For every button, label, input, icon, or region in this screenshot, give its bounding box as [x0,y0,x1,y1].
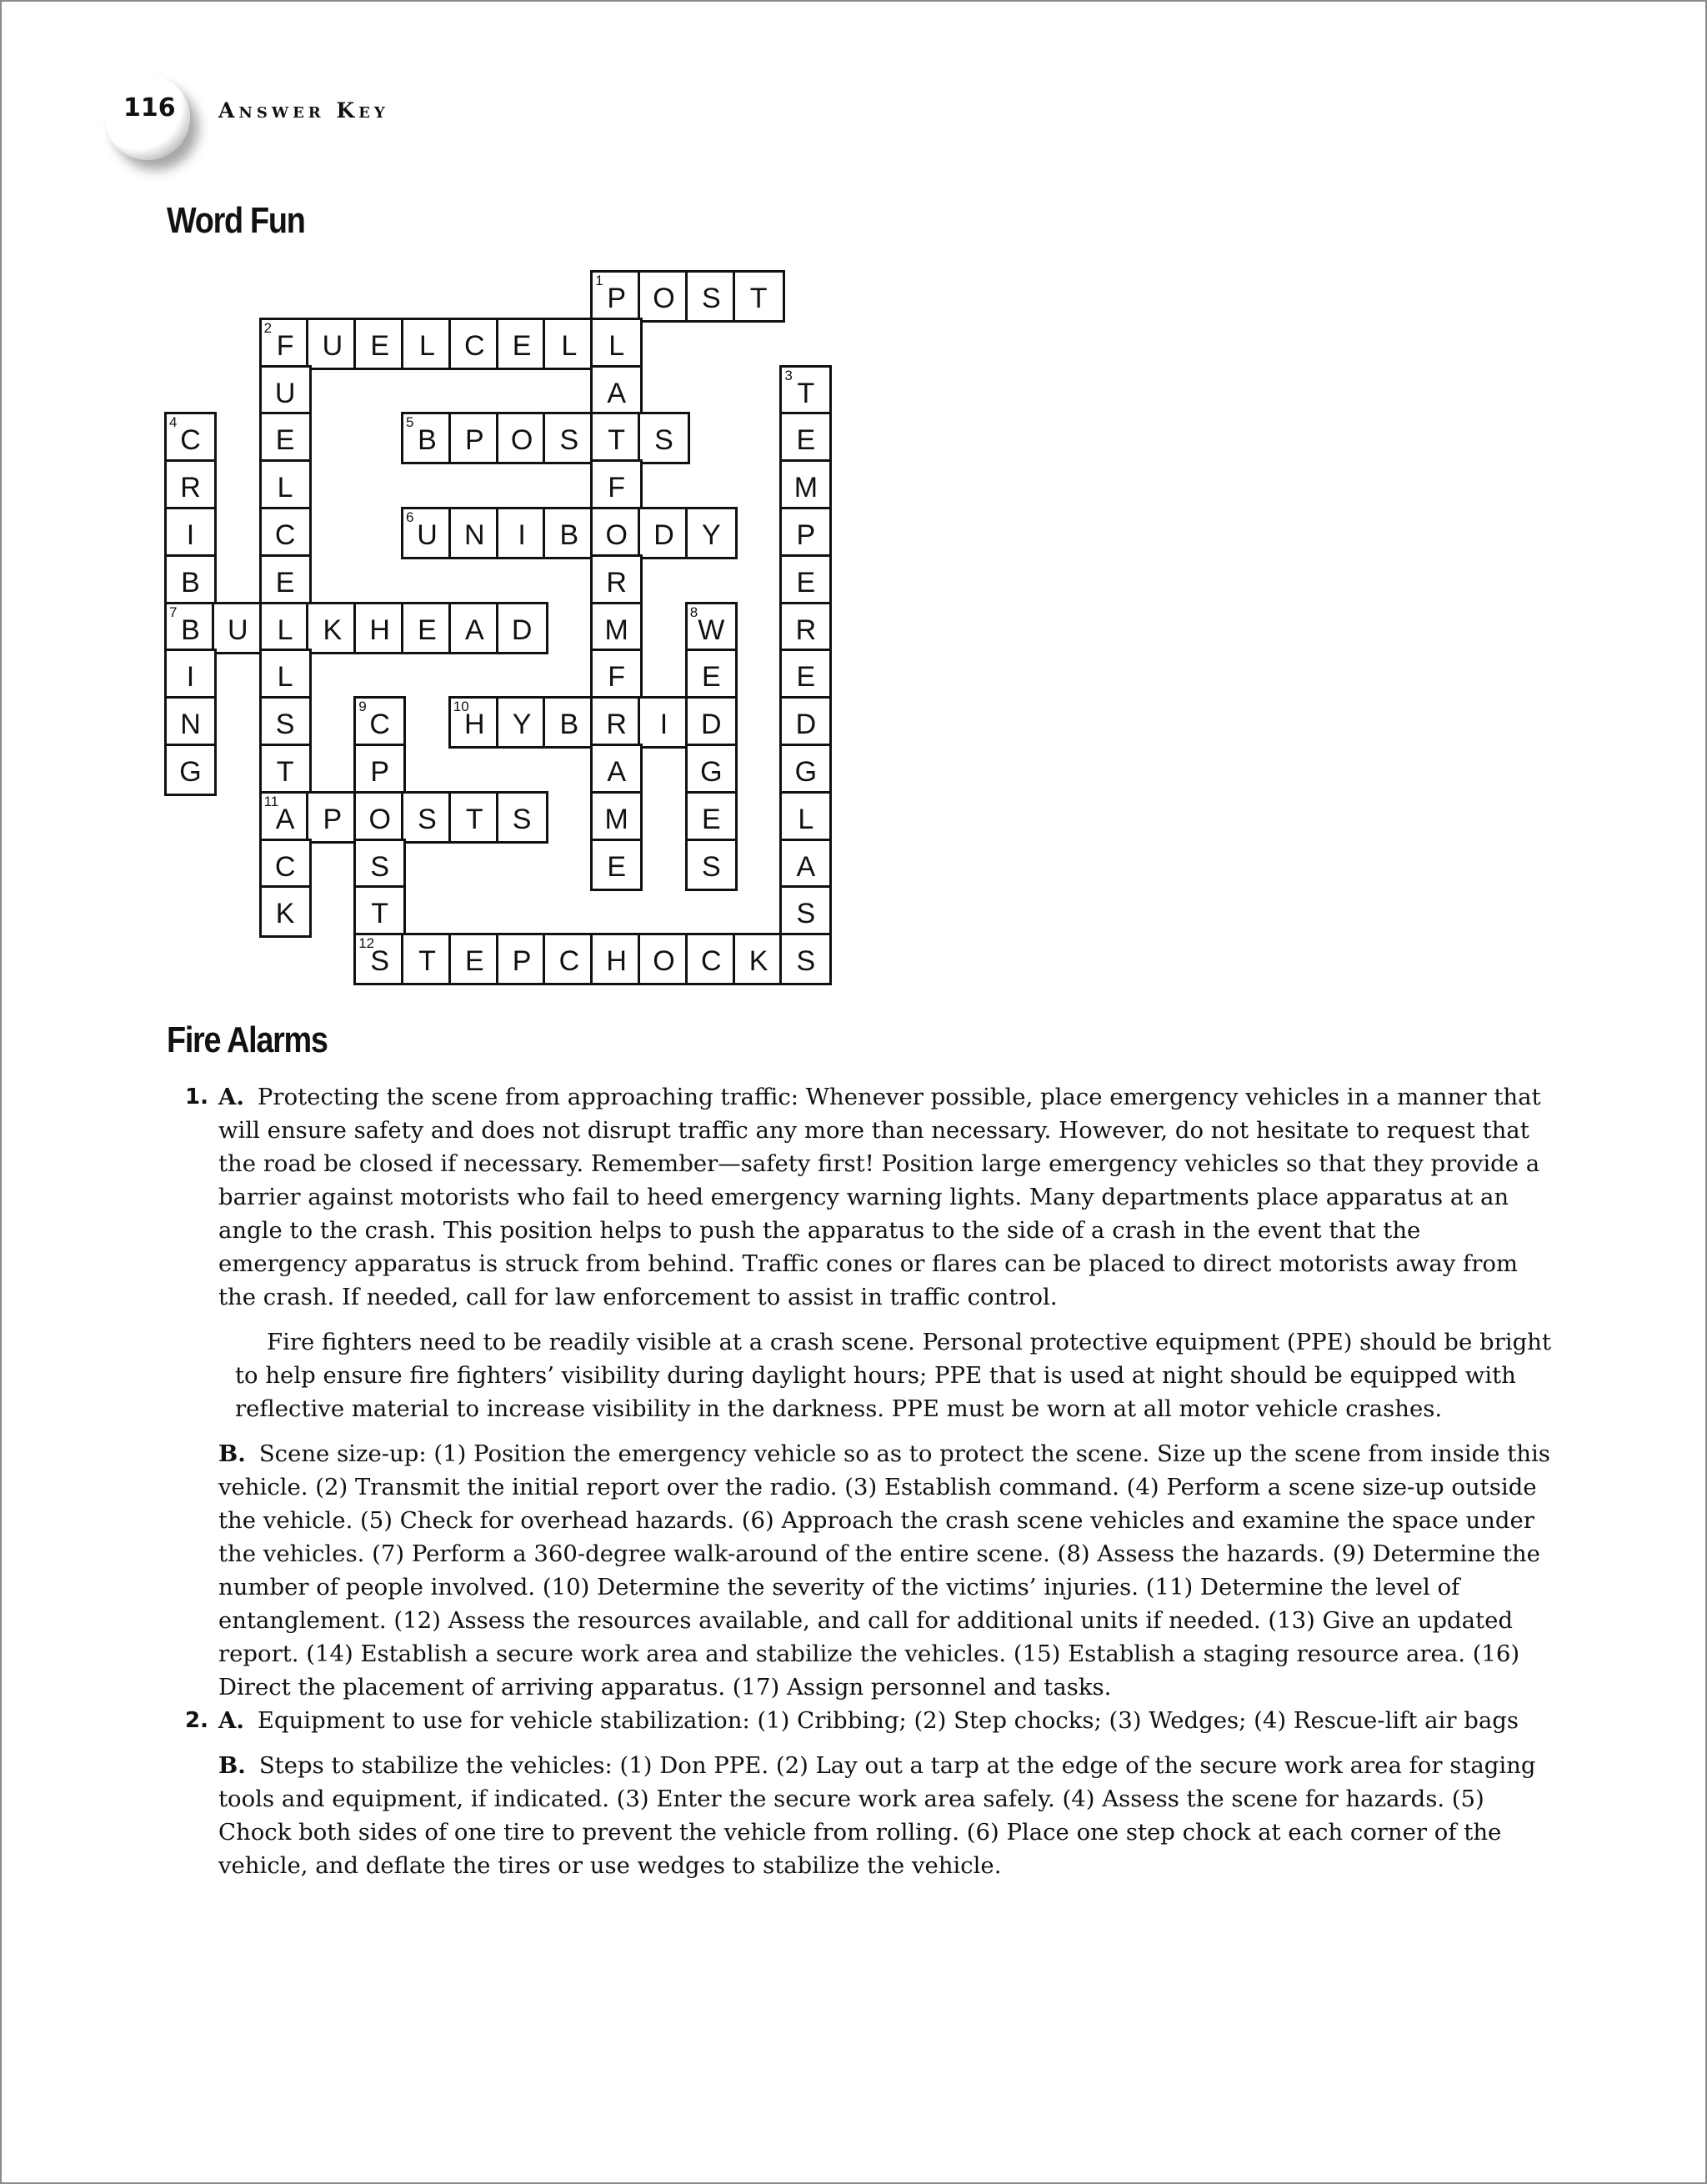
crossword-cell [448,507,501,559]
cell-letter: S [559,424,579,457]
cell-letter: F [276,329,294,362]
crossword-cell [779,696,832,749]
cell-letter: S [512,803,532,835]
answer-part-label: B. [218,1752,246,1779]
crossword-cell [590,839,643,891]
crossword-cell [212,602,264,654]
cell-letter: G [179,756,202,788]
crossword-cell [448,696,501,749]
cell-letter: K [275,898,295,930]
answer-part-label: A. [218,1084,244,1110]
crossword-cell [401,933,453,985]
cell-letter: T [749,283,768,314]
crossword-cell [164,649,217,701]
cell-letter: R [606,566,627,599]
cell-letter: T [797,377,815,409]
crossword-cell [164,554,217,607]
cell-letter: L [608,329,625,362]
answer-text: Steps to stabilize the vehicles: (1) Don PPE. (2) Lay out a tarp at the edge of the secure work area for staging tools and equipment, if indicated. (3) Enter the secure work area safely. (4) Assess the scene for hazards. (5) Chock both sides of one tire to prevent the vehicle from rolling. (6) Place one step chock at each corner of the vehicle, and deflate the tires or use wedges to stabilize the vehicle. [218,1752,1536,1879]
clue-number: 9 [358,699,367,715]
cell-letter: H [464,709,485,741]
cell-letter: N [180,709,201,741]
crossword-grid [167,273,833,986]
crossword-cell [306,602,358,654]
clue-number: 8 [689,604,698,620]
cell-letter: B [559,519,579,551]
answer-paragraph [218,1749,1552,1882]
crossword-cell [496,696,548,749]
cell-letter: T [276,756,294,788]
answer-item-1 [185,1080,1552,1704]
crossword-cell [638,933,690,985]
answer-item-2 [185,1704,1552,1882]
crossword-cell [590,696,643,749]
crossword-cell [779,839,832,891]
cell-letter: C [274,850,296,883]
cell-letter: O [510,424,533,457]
crossword-cell [448,933,501,985]
cell-letter: B [559,709,579,741]
crossword-cell [401,412,453,464]
cell-letter: N [464,519,485,551]
crossword-cell [164,744,217,796]
answer-text: Equipment to use for vehicle stabilization: (1) Cribbing; (2) Step chocks; (3) Wedges; (4) Rescue-lift air bags [257,1707,1519,1734]
cell-letter: U [228,614,248,646]
clue-number: 5 [406,414,414,431]
crossword-cell [543,696,595,749]
crossword-cell [306,791,358,844]
clue-number: 1 [595,273,603,288]
clue-number: 4 [169,414,178,431]
crossword-cell [401,791,453,844]
clue-number: 6 [406,509,414,525]
clue-number: 11 [263,793,279,809]
crossword-cell [496,507,548,559]
cell-letter: B [181,614,200,646]
answer-paragraph [218,1437,1552,1704]
cell-letter: O [653,945,675,978]
crossword-cell [259,507,312,559]
crossword-cell [590,507,643,559]
cell-letter: I [186,661,195,694]
crossword-cell [496,791,548,844]
crossword-cell [590,602,643,654]
crossword-cell [733,933,785,985]
crossword-cell [779,412,832,464]
cell-letter: S [701,850,721,883]
crossword-cell [259,885,312,938]
clue-number: 2 [263,319,273,336]
crossword-cell [779,365,832,418]
cell-letter: G [794,756,818,788]
crossword-cell [638,507,690,559]
cell-letter: P [323,803,343,835]
crossword-cell [259,365,312,418]
cell-letter: O [653,283,675,314]
cell-letter: D [701,709,722,741]
cell-letter: E [464,945,484,978]
cell-letter: T [371,898,389,930]
crossword-cell [353,696,406,749]
cell-letter: S [654,424,673,457]
crossword-cell [448,791,501,844]
crossword-cell [779,554,832,607]
crossword-cell [259,602,312,654]
cell-letter: M [604,803,628,835]
cell-letter: F [608,472,626,504]
cell-letter: R [180,472,201,504]
crossword-cell [590,412,643,464]
crossword-cell [496,602,548,654]
crossword-cell [590,270,643,323]
crossword-cell [259,744,312,796]
crossword-cell [401,602,453,654]
crossword-cell [164,459,217,512]
section-title-fire-alarms: Fire Alarms [167,1019,328,1060]
cell-letter: M [604,614,628,646]
crossword-cell [353,791,406,844]
cell-letter: D [795,709,817,741]
crossword-cell [164,412,217,464]
fire-alarms-answers [185,1080,1552,1882]
cell-letter: E [796,424,816,457]
page-number: 116 [123,93,176,123]
cell-letter: Y [512,709,532,741]
crossword-cell [259,839,312,891]
crossword-cell [401,507,453,559]
cell-letter: E [607,850,627,883]
crossword-cell [685,602,738,654]
cell-letter: R [795,614,817,646]
cell-letter: D [511,614,533,646]
question-number: 2. [185,1708,208,1733]
cell-letter: K [323,614,343,646]
cell-letter: O [605,519,628,551]
crossword-cell [685,649,738,701]
cell-letter: L [277,472,293,504]
crossword-cell [259,412,312,464]
cell-letter: D [653,519,674,551]
cell-letter: U [417,519,438,551]
crossword-cell [543,933,595,985]
cell-letter: T [418,945,436,978]
cell-letter: C [464,329,485,362]
crossword-cell [638,696,690,749]
crossword-cell [353,602,406,654]
cell-letter: C [701,945,722,978]
cell-letter: G [700,756,723,788]
cell-letter: L [419,329,435,362]
cell-letter: P [464,424,484,457]
crossword-cell [496,412,548,464]
cell-letter: C [558,945,580,978]
clue-number: 7 [169,604,178,620]
cell-letter: M [793,472,818,504]
cell-letter: I [659,709,668,741]
crossword-cell [259,459,312,512]
crossword-cell [779,744,832,796]
crossword-cell [733,270,785,323]
crossword-cell [259,554,312,607]
cell-letter: Y [701,519,721,551]
cell-letter: H [369,614,390,646]
crossword-cell [353,744,406,796]
crossword-cell [685,270,738,323]
cell-letter: O [368,803,391,835]
clue-number: 3 [784,367,793,383]
cell-letter: S [701,283,721,314]
cell-letter: P [796,519,816,551]
cell-letter: S [370,945,390,978]
cell-letter: E [370,329,390,362]
crossword-cell [164,507,217,559]
cell-letter: I [186,519,195,551]
crossword-cell [353,318,406,370]
crossword-cell [590,459,643,512]
cell-letter: E [418,614,437,646]
crossword-cell [543,412,595,464]
cell-letter: I [518,519,526,551]
crossword-cell [496,933,548,985]
running-head: Answer Key [218,98,389,123]
crossword-cell [543,318,595,370]
cell-letter: S [796,898,816,930]
section-title-word-fun: Word Fun [167,200,305,241]
cell-letter: A [464,614,484,646]
crossword-cell [259,649,312,701]
crossword-cell [353,885,406,938]
answer-paragraph [218,1704,1552,1737]
cell-letter: E [275,424,295,457]
crossword-cell [543,507,595,559]
cell-letter: S [370,850,390,883]
cell-letter: S [275,709,295,741]
answer-text: Scene size-up: (1) Position the emergency vehicle so as to protect the scene. Size up the scene from inside this vehicle. (2) Transmit the initial report over the radio. (3) Establish command. (4) Perform a scene size-up outside the vehicle. (5) Check for overhead hazards. (6) Approach the crash scene vehicles and examine the space under the vehicles. (7) Perform a 360-degree walk-around of the entire scene. (8) Assess the hazards. (9) Determine the number of people involved. (10) Determine the severity of the victims’ injuries. (11) Determine the level of entanglement. (12) Assess the resources available, and call for additional units if needed. (13) Give an updated report. (14) Establish a secure work area and stabilize the vehicles. (15) Establish a staging resource area. (16) Direct the placement of arriving apparatus. (17) Assign personnel and tasks. [218,1440,1550,1701]
cell-letter: B [181,566,200,599]
cell-letter: L [798,803,814,835]
answer-part-label: A. [218,1707,244,1734]
crossword-cell [779,885,832,938]
cell-letter: P [512,945,532,978]
cell-letter: E [796,661,816,694]
answer-paragraph: Fire fighters need to be readily visible at a crash scene. Personal protective equipment (PPE) should be bright to help ensure fire fighters’ visibility during daylight hours; PPE that is used at night should be equipped with reflective material to increase visibility in the darkness. PPE must be worn at all motor vehicle crashes. [235,1329,1551,1422]
question-number: 1. [185,1084,208,1110]
cell-letter: K [748,945,768,978]
cell-letter: B [418,424,437,457]
crossword-cell [685,744,738,796]
crossword-cell [448,412,501,464]
crossword-cell [590,554,643,607]
crossword-cell [590,933,643,985]
crossword-cell [590,365,643,418]
crossword-cell [259,696,312,749]
crossword-cell [685,791,738,844]
answer-part-label: B. [218,1440,246,1467]
crossword-cell [590,744,643,796]
cell-letter: L [561,329,578,362]
crossword-cell [779,507,832,559]
cell-letter: A [796,850,816,883]
crossword-cell [685,839,738,891]
cell-letter: A [607,756,627,788]
cell-letter: T [465,803,483,835]
cell-letter: F [608,661,626,694]
crossword-cell [259,791,312,844]
crossword-cell [590,649,643,701]
cell-letter: E [701,661,721,694]
cell-letter: P [370,756,390,788]
cell-letter: C [180,424,201,457]
crossword-cell [353,839,406,891]
cell-letter: S [796,945,816,978]
crossword-cell [685,507,738,559]
crossword-cell [685,933,738,985]
crossword-cell [779,459,832,512]
cell-letter: E [701,803,721,835]
cell-letter: A [607,377,627,409]
crossword-cell [259,318,312,370]
crossword-cell [448,318,501,370]
crossword-cell [164,602,217,654]
crossword-cell [164,696,217,749]
cell-letter: E [512,329,532,362]
cell-letter: E [275,566,295,599]
crossword-cell [448,602,501,654]
crossword-cell [496,318,548,370]
cell-letter: A [275,803,295,835]
answer-paragraph [218,1080,1552,1314]
crossword-cell [779,649,832,701]
crossword-cell [779,933,832,985]
cell-letter: L [277,614,293,646]
crossword-cell [306,318,358,370]
crossword-cell [590,791,643,844]
cell-letter: T [608,424,626,457]
crossword-cell [779,791,832,844]
cell-letter: U [322,329,343,362]
cell-letter: R [606,709,627,741]
crossword-cell [401,318,453,370]
clue-number: 10 [453,699,469,715]
cell-letter: C [369,709,390,741]
crossword-cell [638,412,690,464]
crossword-cell [638,270,690,323]
cell-letter: C [274,519,296,551]
cell-letter: U [274,377,296,409]
crossword-cell [779,602,832,654]
crossword-cell [590,318,643,370]
cell-letter: H [606,945,627,978]
crossword-cell [685,696,738,749]
cell-letter: P [607,283,627,314]
crossword-cell [353,933,406,985]
answer-text: Protecting the scene from approaching traffic: Whenever possible, place emergency vehicles in a manner that will ensure safety and does not disrupt traffic any more than necessary. However, do not hesitate to request that the road be closed if necessary. Remember—safety first! Position large emergency vehicles so that they provide a barrier against motorists who fail to heed emergency warning lights. Many departments place apparatus at an angle to the crash. This position helps to push the apparatus to the side of a crash in the event that the emergency apparatus is struck from behind. Traffic cones or flares can be placed to direct motorists away from the crash. If needed, call for law enforcement to assist in traffic control. [218,1084,1541,1310]
cell-letter: E [796,566,816,599]
clue-number: 12 [358,935,375,952]
cell-letter: S [418,803,437,835]
cell-letter: W [698,614,725,646]
cell-letter: L [277,661,293,694]
